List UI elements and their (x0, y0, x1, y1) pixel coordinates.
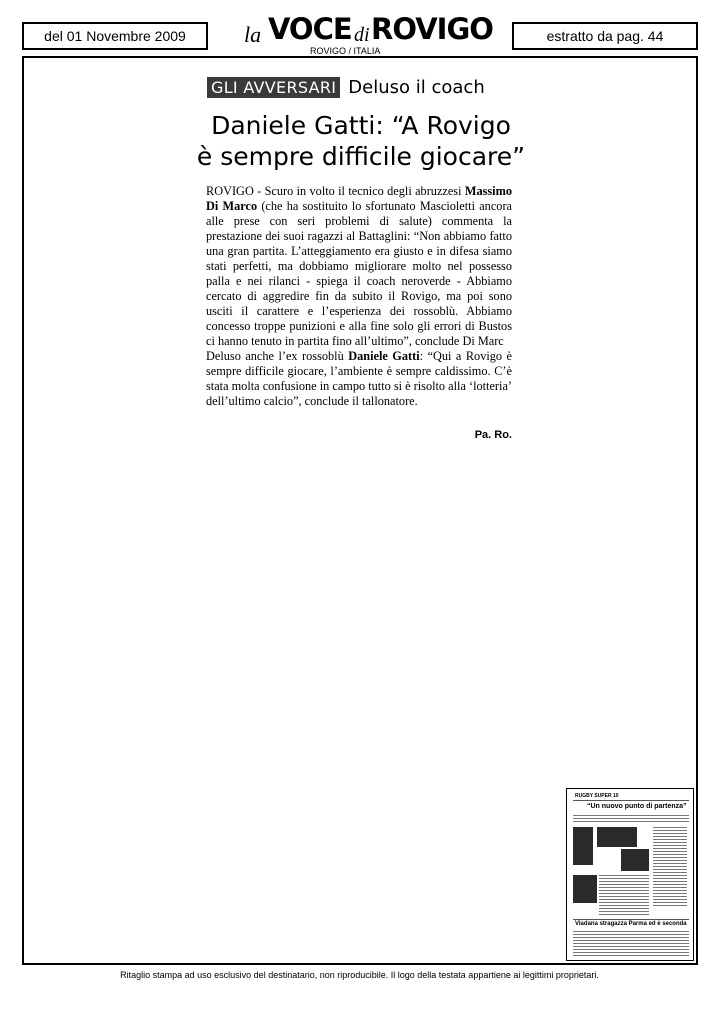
thumb-text-block (573, 931, 689, 957)
extract-page-box (512, 22, 698, 50)
masthead-subtitle: ROVIGO / ITALIA (310, 46, 381, 56)
p2-lead: Deluso anche l’ex rossoblù (206, 349, 349, 363)
p1-rest: (che ha sostituito lo sfortunato Mascioletti ancora alle prese con seri problemi di salute) commenta la prestazione dei suoi ragazzi al Battaglini: “Non abbiamo fatto una gran partita. L’atteggiamento era giusto e in difesa siamo stati perfetti, ma dobbiamo migliorare molto nel possesso palla e nei rilanci - spiega il coach neroverde - Abbiamo cercato di aggredire fin da subito il Rovigo, ma poi sono usciti il carattere e l’esperienza dei rossoblù. Abbiamo concesso troppe punizioni e alla fine solo gli errori di Bustos ci hanno tenuto in partita fino all’ultimo”, conclude Di Marc (206, 199, 512, 348)
page-thumbnail (566, 788, 694, 961)
thumb-text-block (573, 815, 689, 823)
section-kicker: GLI AVVERSARI (207, 77, 340, 98)
article-headline (196, 110, 526, 172)
thumb-title: “Un nuovo punto di partenza” (587, 803, 687, 810)
thumb-rule (573, 919, 689, 920)
p2-bold-name: Daniele Gatti (348, 349, 420, 363)
thumb-photo (573, 827, 593, 865)
thumb-text-block (653, 827, 687, 907)
headline-line-2: è sempre difficile giocare” (196, 142, 526, 171)
date-box (22, 22, 208, 50)
p2-rest: : “Qui a Rovigo è sempre difficile giocare, l’ambiente è sempre caldissimo. C’è stata molta confusione in campo tutto si è risolto alla ‘lotteria’ dell’ultimo calcio”, conclude il tallonatore. (206, 349, 512, 408)
thumb-text-block (599, 875, 649, 915)
masthead-rovigo: ROVIGO (371, 12, 493, 46)
kicker-tail: Deluso il coach (348, 76, 485, 98)
paragraph-1 (206, 184, 512, 349)
masthead-di: di (354, 24, 370, 46)
thumb-section: RUGBY SUPER 10 (575, 793, 619, 799)
thumb-bottom-title: Viadana stragazza Parma ed è seconda (575, 921, 687, 927)
masthead-voce: VOCE (268, 12, 352, 46)
p1-bold-name: Massimo Di Marco (206, 184, 512, 213)
p1-lead: ROVIGO - Scuro in volto il tecnico degli abruzzesi (206, 184, 465, 198)
article-body (206, 184, 512, 409)
paragraph-2 (206, 349, 512, 409)
kicker-row (207, 74, 527, 100)
footer-note: Ritaglio stampa ad uso esclusivo del destinatario, non riproducibile. Il logo della testata appartiene ai legittimi proprietari. (120, 970, 599, 980)
date-text: del 01 Novembre 2009 (44, 28, 186, 44)
thumb-rule (573, 800, 689, 801)
thumb-photo (621, 849, 649, 871)
byline: Pa. Ro. (474, 429, 512, 441)
thumb-photo (597, 827, 637, 847)
masthead-la: la (244, 22, 262, 47)
extract-page-text: estratto da pag. 44 (546, 28, 664, 44)
headline-line-1: Daniele Gatti: “A Rovigo (211, 111, 511, 140)
newspaper-masthead (230, 6, 493, 58)
thumb-photo (573, 875, 597, 903)
